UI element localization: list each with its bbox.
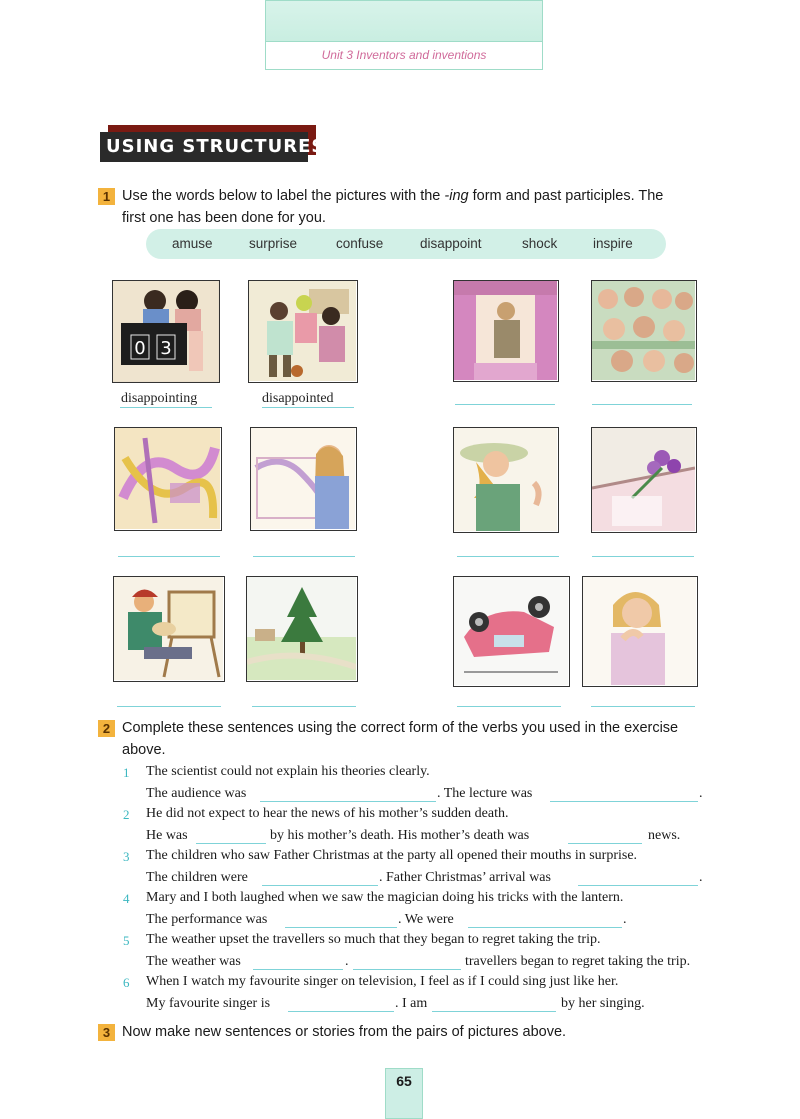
label-disappointing: disappointing — [121, 391, 198, 406]
word-confuse: confuse — [336, 236, 384, 251]
sentence-part: . We were — [398, 912, 454, 927]
sentence-number: 4 — [123, 891, 130, 906]
sentence-prompt: He did not expect to hear the news of his mother’s sudden death. — [146, 806, 509, 821]
picture-confused-woman — [250, 427, 357, 531]
sentence-blank[interactable] — [260, 801, 436, 802]
exercise-2-instruction-line2: above. — [122, 742, 166, 758]
answer-line-1 — [120, 407, 212, 408]
exercise-number-2: 2 — [98, 720, 115, 737]
picture-shocked-woman — [582, 576, 698, 687]
answer-line-7[interactable] — [457, 556, 559, 557]
sentence-part: by his mother’s death. His mother’s death was — [270, 828, 530, 843]
sentence-blank[interactable] — [568, 843, 642, 844]
sentence-part: by her singing. — [561, 996, 645, 1011]
sentence-blank[interactable] — [578, 885, 698, 886]
sentence-blank[interactable] — [550, 801, 698, 802]
sentence-part: . — [699, 786, 703, 801]
score-left: 0 — [134, 338, 146, 359]
sentence-prompt: The children who saw Father Christmas at the party all opened their mouths in surprise. — [146, 848, 638, 863]
sentence-number: 6 — [123, 975, 130, 990]
picture-disappointed-players — [248, 280, 358, 383]
answer-line-4[interactable] — [592, 404, 692, 405]
picture-flowers-on-table — [591, 427, 697, 533]
exercise-number-1: 1 — [98, 188, 115, 205]
sentence-part: He was — [146, 828, 188, 843]
sentence-blank[interactable] — [285, 927, 397, 928]
score-right: 3 — [160, 338, 172, 359]
exercise-1-instruction-line2: first one has been done for you. — [122, 210, 326, 226]
word-disappoint: disappoint — [420, 236, 482, 251]
sentence-part: The weather was — [146, 954, 241, 969]
picture-inspired-painter — [113, 576, 225, 682]
sentence-part: . — [623, 912, 627, 927]
sentence-number: 3 — [123, 849, 130, 864]
picture-disappointing-scoreboard — [112, 280, 220, 383]
sentence-part: . The lecture was — [437, 786, 533, 801]
sentence-part: . I am — [395, 996, 428, 1011]
picture-shocking-car-crash — [453, 576, 570, 687]
answer-line-10[interactable] — [252, 706, 356, 707]
unit-title: Unit 3 Inventors and inventions — [321, 48, 487, 62]
sentence-prompt: When I watch my favourite singer on television, I feel as if I could sing just like her. — [146, 974, 619, 989]
answer-line-5[interactable] — [118, 556, 220, 557]
picture-magician-stage — [453, 280, 559, 382]
sentence-blank[interactable] — [262, 885, 378, 886]
sentence-number: 1 — [123, 765, 130, 780]
exercise-number-3: 3 — [98, 1024, 115, 1041]
word-bank — [146, 229, 666, 259]
answer-line-9[interactable] — [117, 706, 221, 707]
picture-inspiring-landscape — [246, 576, 358, 682]
sentence-blank[interactable] — [468, 927, 622, 928]
sentence-part: travellers began to regret taking the trip. — [465, 954, 691, 969]
label-disappointed: disappointed — [262, 391, 334, 406]
sentence-blank[interactable] — [432, 1011, 556, 1012]
word-amuse: amuse — [172, 236, 213, 251]
sentence-part: . — [345, 954, 349, 969]
sentence-blank[interactable] — [353, 969, 461, 970]
sentence-blank[interactable] — [253, 969, 343, 970]
sentence-part: My favourite singer is — [146, 996, 271, 1011]
sentence-prompt: The scientist could not explain his theories clearly. — [146, 764, 430, 779]
answer-line-2 — [262, 407, 354, 408]
word-inspire: inspire — [593, 236, 633, 251]
answer-line-8[interactable] — [592, 556, 694, 557]
exercise-1-instruction-line1: Use the words below to label the pictures with the -ing form and past participles. The — [122, 188, 664, 204]
picture-amused-audience — [591, 280, 697, 382]
sentence-part: news. — [648, 828, 681, 843]
word-surprise: surprise — [249, 236, 298, 251]
section-title: USING STRUCTURES — [106, 136, 326, 157]
sentence-blank[interactable] — [288, 1011, 394, 1012]
answer-line-11[interactable] — [457, 706, 561, 707]
exercise-2-instruction-line1: Complete these sentences using the correct form of the verbs you used in the exercise — [122, 720, 679, 736]
exercise-3-instruction: Now make new sentences or stories from the pairs of pictures above. — [122, 1024, 567, 1040]
sentence-part: . — [699, 870, 703, 885]
sentence-number: 5 — [123, 933, 130, 948]
picture-surprised-woman-hat — [453, 427, 559, 533]
page-number: 65 — [396, 1073, 412, 1089]
sentence-part: The children were — [146, 870, 248, 885]
answer-line-12[interactable] — [591, 706, 695, 707]
sentence-part: . Father Christmas’ arrival was — [379, 870, 551, 885]
sentence-part: The performance was — [146, 912, 268, 927]
sentence-prompt: The weather upset the travellers so much that they began to regret taking the trip. — [146, 932, 601, 947]
answer-line-6[interactable] — [253, 556, 355, 557]
sentence-number: 2 — [123, 807, 130, 822]
word-shock: shock — [522, 236, 558, 251]
picture-confusing-map — [114, 427, 222, 531]
sentence-part: The audience was — [146, 786, 247, 801]
sentence-blank[interactable] — [196, 843, 266, 844]
answer-line-3[interactable] — [455, 404, 555, 405]
sentence-prompt: Mary and I both laughed when we saw the magician doing his tricks with the lantern. — [146, 890, 624, 905]
